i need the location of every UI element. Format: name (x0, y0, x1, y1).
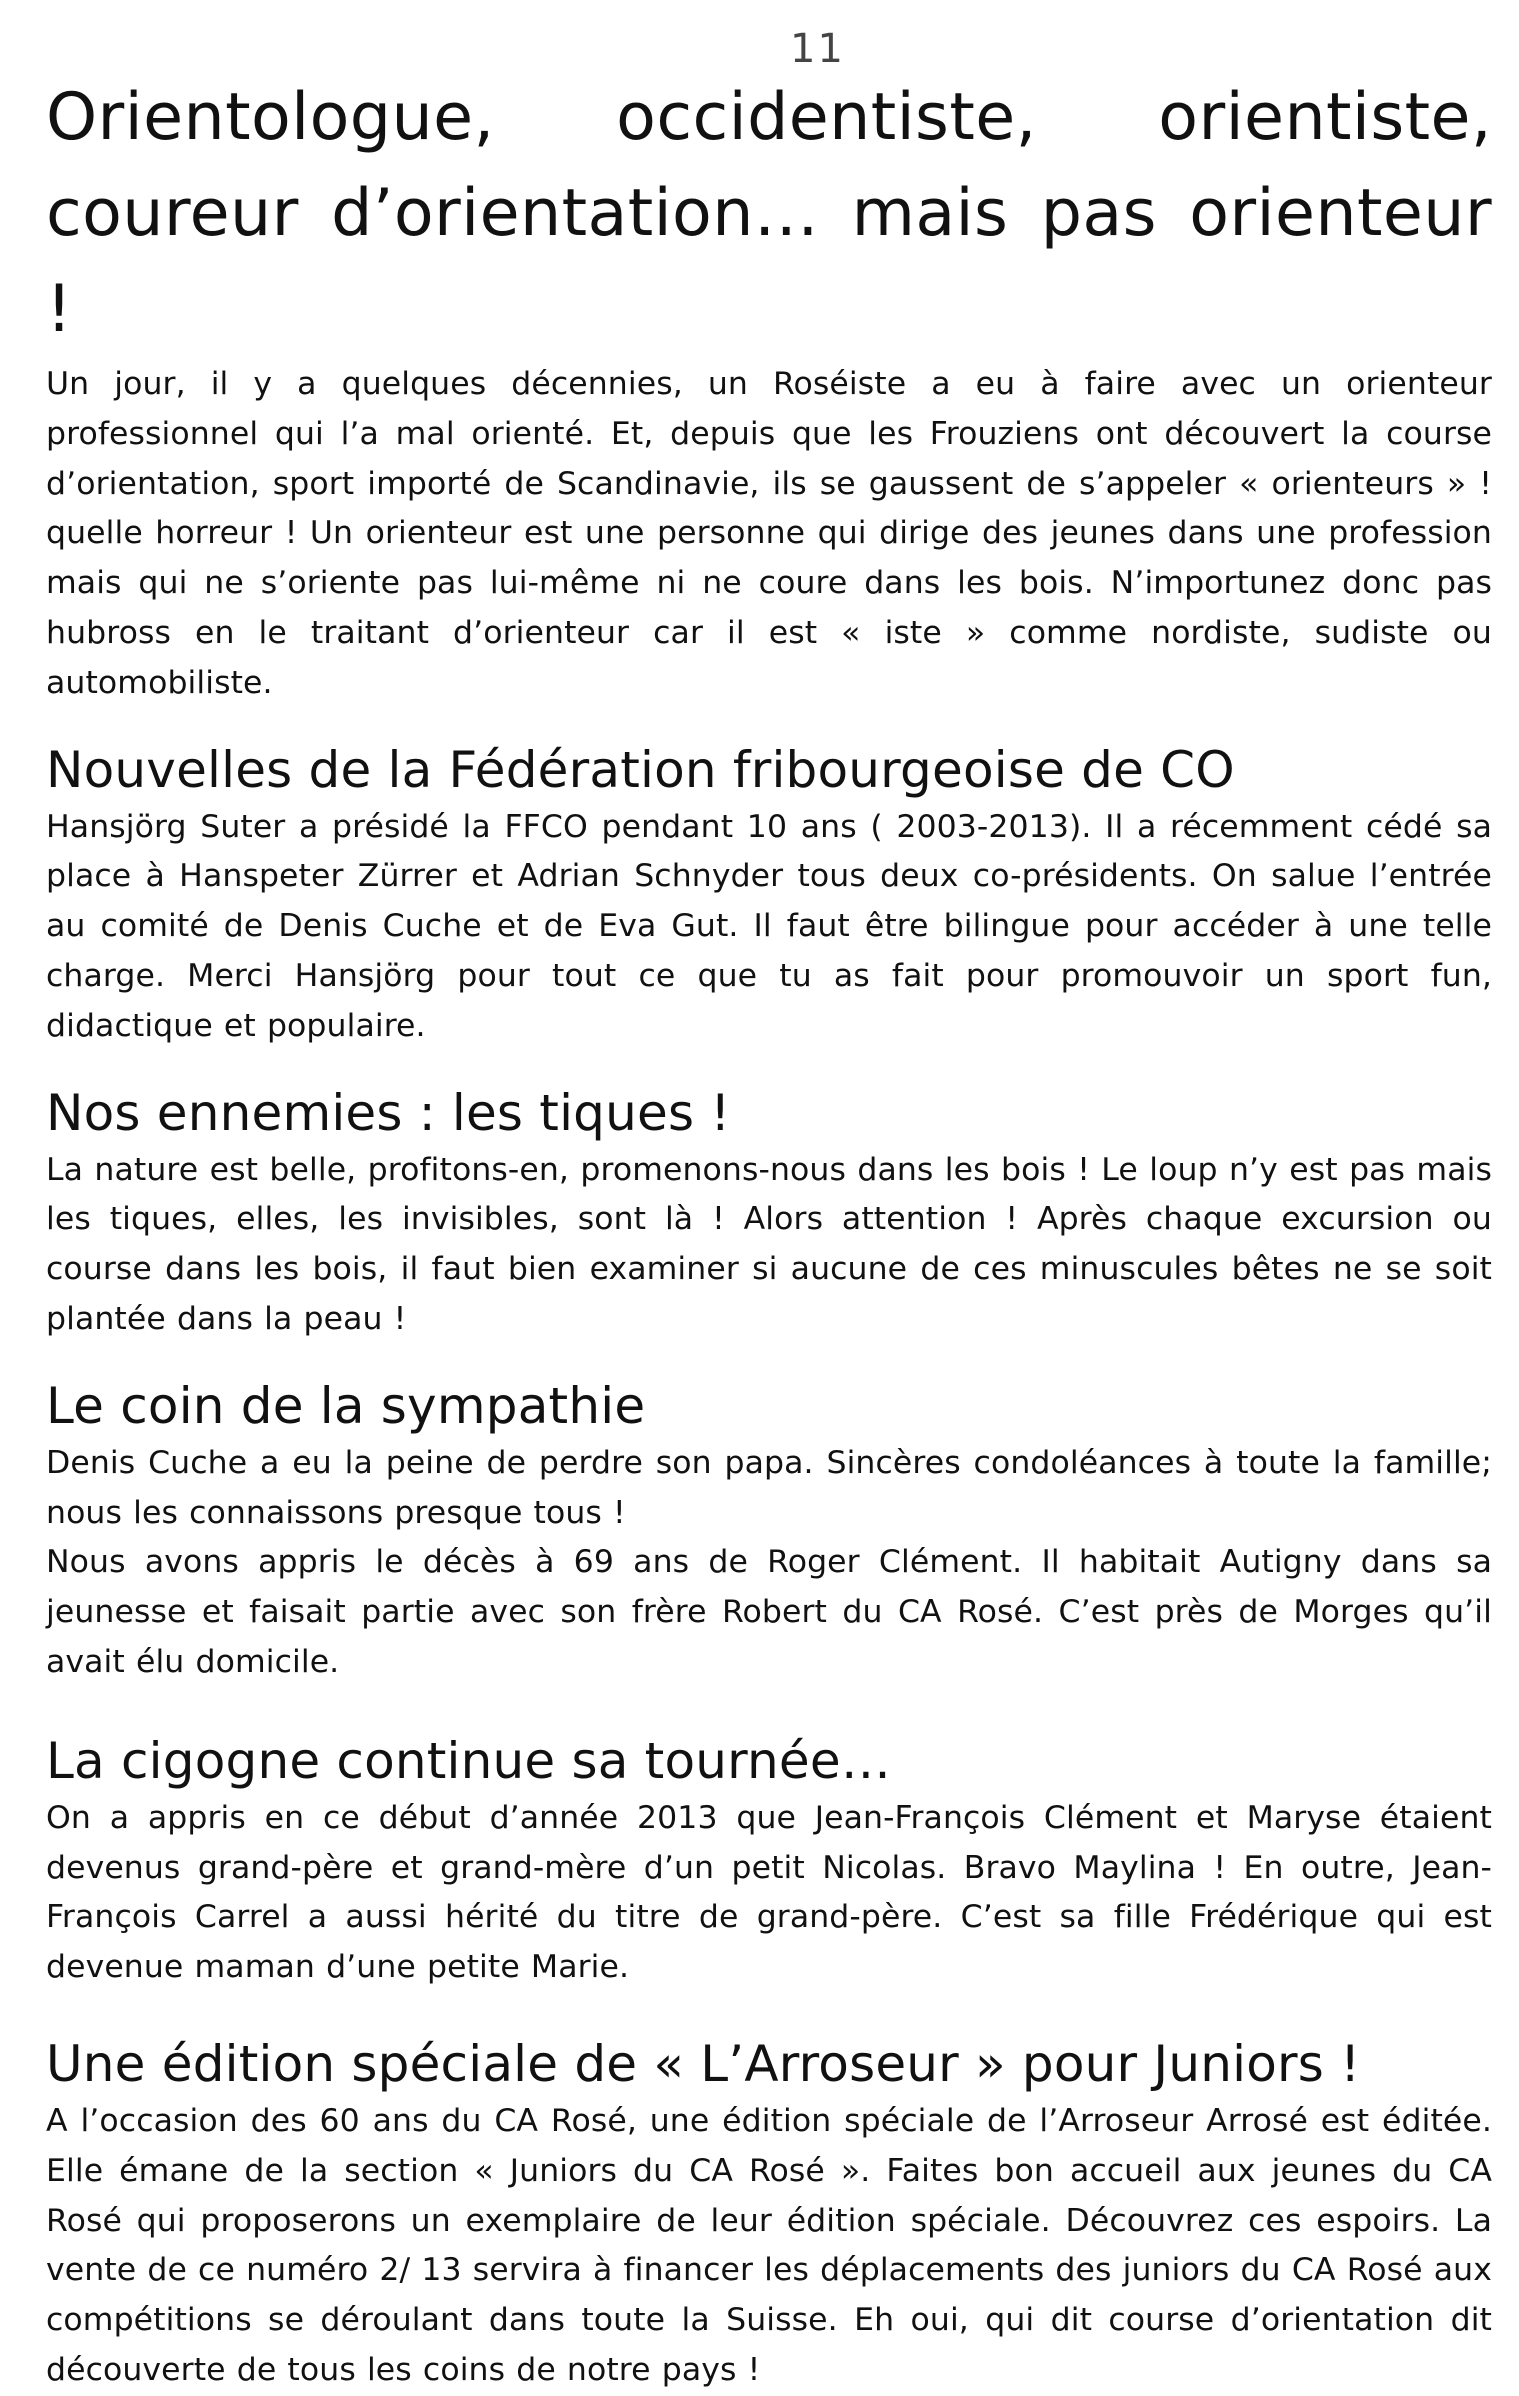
section-tiques (46, 1082, 1492, 1345)
section-federation (46, 739, 1492, 1052)
section-paragraph: A l’occasion des 60 ans du CA Rosé, une édition spéciale de l’Arroseur Arrosé est éditée. Elle émane de la section « Juniors du CA Rosé ». Faites bon accueil aux jeunes du CA Rosé qui proposerons un exemplaire de leur édition spéciale. Découvrez ces espoirs. La vente de ce numéro 2/ 13 servira à financer les déplacements des juniors du CA Rosé aux compétitions se déroulant dans toute la Suisse. Eh oui, qui dit course d’orientation dit découverte de tous les coins de notre pays ! (46, 2102, 1492, 2388)
section-sympathie (46, 1375, 1492, 1688)
section-paragraph: Nous avons appris le décès à 69 ans de Roger Clément. Il habitait Autigny dans sa jeunesse et faisait partie avec son frère Robert du CA Rosé. C’est près de Morges qu’il avait élu domicile. (46, 1544, 1492, 1680)
section-paragraph: Denis Cuche a eu la peine de perdre son papa. Sincères condoléances à toute la famille; nous les connaissons presque tous ! (46, 1444, 1492, 1531)
section-heading: La cigogne continue sa tournée… (46, 1731, 892, 1790)
section-arroseur (46, 2033, 1492, 2396)
section-paragraph: Hansjörg Suter a présidé la FFCO pendant 10 ans ( 2003-2013). Il a récemment cédé sa place à Hanspeter Zürrer et Adrian Schnyder tous deux co-présidents. On salue l’entrée au comité de Denis Cuche et de Eva Gut. Il faut être bilingue pour accéder à une telle charge. Merci Hansjörg pour tout ce que tu as fait pour promouvoir un sport fun, didactique et populaire. (46, 808, 1492, 1044)
section-heading: Le coin de la sympathie (46, 1376, 646, 1435)
article-content (46, 70, 1492, 2396)
section-paragraph: La nature est belle, profitons-en, promenons-nous dans les bois ! Le loup n’y est pas mais les tiques, elles, les invisibles, sont là ! Alors attention ! Après chaque excursion ou course dans les bois, il faut bien examiner si aucune de ces minuscules bêtes ne se soit plantée dans la peau ! (46, 1151, 1492, 1337)
section-heading: Nos ennemies : les tiques ! (46, 1083, 731, 1142)
section-paragraph: On a appris en ce début d’année 2013 que Jean-François Clément et Maryse étaient devenus grand-père et grand-mère d’un petit Nicolas. Bravo Maylina ! En outre, Jean-François Carrel a aussi hérité du titre de grand-père. C’est sa fille Frédérique qui est devenue maman d’une petite Marie. (46, 1799, 1492, 1986)
section-cigogne (46, 1730, 1492, 1993)
main-title: Orientologue, occidentiste, orientiste, coureur d’orientation… mais pas orienteur ! (46, 80, 1492, 347)
section-heading: Nouvelles de la Fédération fribourgeoise de CO (46, 740, 1235, 799)
section-heading: Une édition spéciale de « L’Arroseur » pour Juniors ! (46, 2034, 1361, 2093)
page-number: 11 (790, 26, 845, 72)
intro-paragraph: Un jour, il y a quelques décennies, un Roséiste a eu à faire avec un orienteur professionnel qui l’a mal orienté. Et, depuis que les Frouziens ont découvert la course d’orientation, sport importé de Scandinavie, ils se gaussent de s’appeler « orienteurs » ! quelle horreur ! Un orienteur est une personne qui dirige des jeunes dans une profession mais qui ne s’oriente pas lui-même ni ne coure dans les bois. N’importunez donc pas hubross en le traitant d’orienteur car il est « iste » comme nordiste, sudiste ou automobiliste. (46, 366, 1492, 701)
intro-section (46, 360, 1492, 709)
